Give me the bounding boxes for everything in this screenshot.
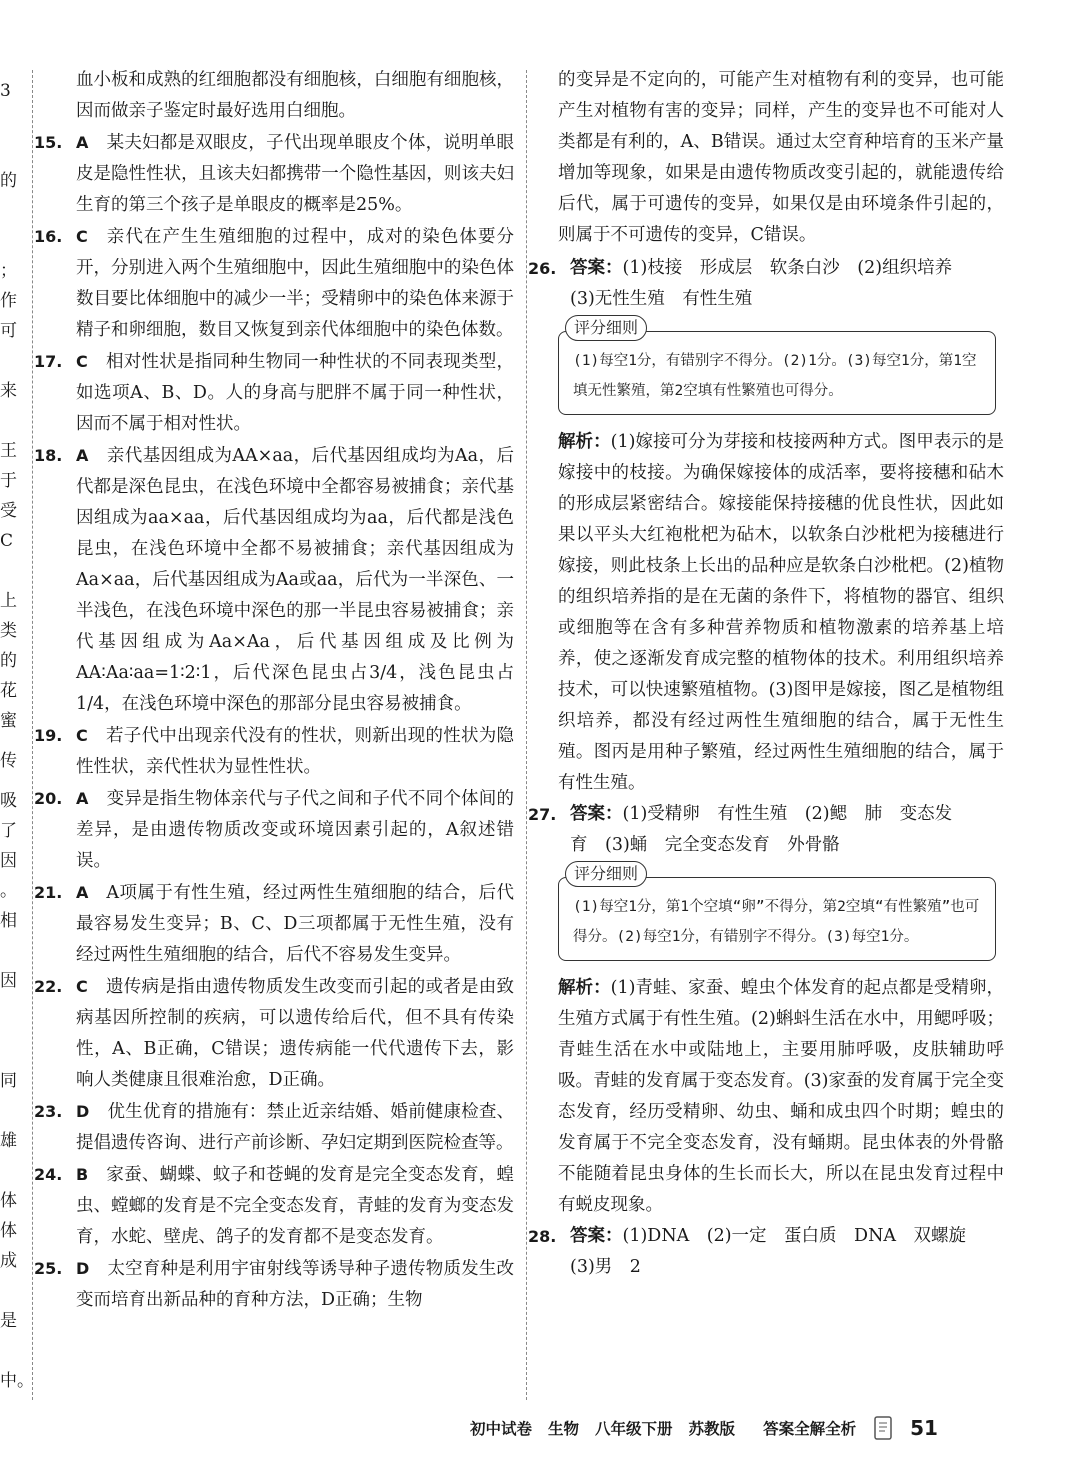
- edge-fragment: 类: [0, 621, 17, 641]
- explanation-text: 某夫妇都是双眼皮，子代出现单眼皮个体，说明单眼皮是隐性性状，且该夫妇都携带一个隐性基因，则该夫妇生育的第三个孩子是单眼皮的概率是25%。: [76, 133, 514, 215]
- edge-fragment: 吸: [0, 791, 17, 811]
- answer-item: [34, 221, 514, 346]
- analysis-26: [528, 427, 1004, 799]
- question-28: [528, 1221, 1004, 1283]
- answer-line-1: (1)受精卵 有性生殖 (2)鳃 肺 变态发: [622, 804, 953, 824]
- question-number: 17.: [34, 352, 63, 371]
- answer-item: [34, 1096, 514, 1159]
- answer-line-2: (3)男 2: [570, 1257, 641, 1277]
- question-number: 23.: [34, 1102, 63, 1121]
- edge-fragment: 上: [0, 591, 17, 611]
- edge-fragment: 3: [0, 81, 11, 101]
- answer-item: [34, 440, 514, 720]
- answer-item: [34, 346, 514, 440]
- edge-fragment: 作: [0, 291, 17, 311]
- explanation-text: A项属于有性生殖，经过两性生殖细胞的结合，后代最容易发生变异；B、C、D三项都属于无性生殖，没有经过两性生殖细胞的结合，后代不容易发生变异。: [76, 883, 514, 965]
- edge-fragment: 的: [0, 651, 17, 671]
- answer-choice: A: [76, 883, 89, 902]
- answer-list: [34, 127, 514, 1316]
- page-footer: [470, 1410, 1010, 1446]
- edge-fragment: 传: [0, 751, 17, 771]
- left-column: [34, 65, 514, 1316]
- question-number: 19.: [34, 726, 63, 745]
- answer-label: 答案：: [570, 258, 623, 278]
- answer-choice: C: [76, 977, 88, 996]
- edge-fragment: ；: [0, 261, 17, 281]
- footer-item: 初中试卷: [470, 1420, 533, 1438]
- explanation-text: 太空育种是利用宇宙射线等诱导种子遗传物质发生改变而培育出新品种的育种方法，D正确；生物: [76, 1259, 514, 1310]
- explanation-text: 家蚕、蝴蝶、蚊子和苍蝇的发育是完全变态发育，蝗虫、螳螂的发育是不完全变态发育，青蛙的发育为变态发育，水蛇、壁虎、鸽子的发育都不是变态发育。: [76, 1165, 514, 1247]
- footer-item: 生物: [548, 1420, 580, 1438]
- analysis-27: [528, 973, 1004, 1221]
- explanation-text: 若子代中出现亲代没有的性状，则新出现的性状为隐性性状，亲代性状为显性性状。: [76, 726, 514, 777]
- edge-fragment: 体: [0, 1191, 17, 1211]
- analysis-text: (1)青蛙、家蚕、蝗虫个体发育的起点都是受精卵，生殖方式属于有性生殖。(2)蝌蚪生活在水中，用鳃呼吸；青蛙生活在水中或陆地上，主要用肺呼吸，皮肤辅助呼吸。青蛙的发育属于变态发育。(3)家蚕的发育属于完全变态发育，经历受精卵、幼虫、蛹和成虫四个时期；蝗虫的发育属于不完全变态发育，没有蛹期。昆虫体表的外骨骼不能随着昆虫身体的生长而长大，所以在昆虫发育过程中有蜕皮现象。: [558, 978, 1004, 1215]
- answer-choice: A: [76, 133, 89, 152]
- question-number: 18.: [34, 446, 63, 465]
- footer-series: 答案全解全析: [763, 1420, 857, 1438]
- edge-fragment: 的: [0, 171, 17, 191]
- question-number: 21.: [34, 883, 63, 902]
- edge-fragment: 王: [0, 441, 17, 461]
- edge-fragment: 因: [0, 971, 17, 991]
- scoring-rules-tag: 评分细则: [565, 861, 647, 887]
- answer-choice: B: [76, 1165, 89, 1184]
- question-27: [528, 799, 1004, 861]
- analysis-label: 解析：: [558, 978, 611, 998]
- edge-fragment: 相: [0, 911, 17, 931]
- edge-fragment: 成: [0, 1251, 17, 1271]
- scoring-rules-tag: 评分细则: [565, 315, 647, 341]
- edge-fragment: 受: [0, 501, 17, 521]
- footer-item: 八年级下册: [595, 1420, 673, 1438]
- edge-fragment: 雄: [0, 1131, 17, 1151]
- answer-choice: A: [76, 446, 89, 465]
- answer-label: 答案：: [570, 1226, 623, 1246]
- edge-fragment: 可: [0, 321, 17, 341]
- footer-item: 苏教版: [688, 1420, 736, 1438]
- edge-fragment: 中。: [0, 1371, 34, 1391]
- edge-fragment: 同: [0, 1071, 17, 1091]
- question-number: 20.: [34, 789, 63, 808]
- continuation-paragraph: 的变异是不定向的，可能产生对植物有利的变异，也可能产生对植物有害的变异；同样，产生的变异也不可能对人类都是有利的，A、B错误。通过太空育种培育的玉米产量增加等现象，如果是由遗传物质改变引起的，就能遗传给后代，属于可遗传的变异，如果仅是由环境条件引起的，则属于不可遗传的变异，C错误。: [558, 70, 1004, 245]
- answer-line-2: 育 (3)蛹 完全变态发育 外骨骼: [570, 835, 840, 855]
- edge-fragment: 因: [0, 851, 17, 871]
- explanation-text: 变异是指生物体亲代与子代之间和子代不同个体间的差异，是由遗传物质改变或环境因素引起的，A叙述错误。: [76, 789, 514, 871]
- answer-choice: D: [76, 1102, 90, 1121]
- answer-item: [34, 720, 514, 783]
- question-number: 22.: [34, 977, 63, 996]
- answer-item: [34, 1159, 514, 1253]
- edge-divider: [32, 70, 33, 1400]
- question-number: 26.: [528, 259, 557, 278]
- analysis-label: 解析：: [558, 432, 611, 452]
- question-number: 24.: [34, 1165, 63, 1184]
- edge-fragment: 。: [0, 881, 17, 901]
- answer-item: [34, 127, 514, 221]
- explanation-text: 亲代基因组成为AA×aa，后代基因组成均为Aa，后代都是深色昆虫，在浅色环境中全都容易被捕食；亲代基因组成为aa×aa，后代基因组成均为aa，后代都是浅色昆虫，在浅色环境中全都不易被捕食；亲代基因组成为Aa×aa，后代基因组成为Aa或aa，后代为一半深色、一半浅色，在浅色环境中深色的那一半昆虫容易被捕食；亲代基因组成为Aa×Aa，后代基因组成及比例为AA∶Aa∶aa=1∶2∶1，后代深色昆虫占3/4，浅色昆虫占1/4，在浅色环境中深色的那部分昆虫容易被捕食。: [76, 446, 514, 714]
- edge-fragment: 体: [0, 1221, 17, 1241]
- intro-paragraph: 血小板和成熟的红细胞都没有细胞核，白细胞有细胞核，因而做亲子鉴定时最好选用白细胞。: [76, 70, 514, 121]
- question-26: [528, 253, 1004, 315]
- question-number: 16.: [34, 227, 63, 246]
- scoring-rules-box: [558, 318, 996, 415]
- question-number: 27.: [528, 805, 557, 824]
- page-number: 51: [910, 1416, 938, 1440]
- question-number: 25.: [34, 1259, 63, 1278]
- right-column: [528, 65, 1004, 1283]
- answer-choice: C: [76, 726, 88, 745]
- answer-item: [34, 971, 514, 1096]
- analysis-text: (1)嫁接可分为芽接和枝接两种方式。图甲表示的是嫁接中的枝接。为确保嫁接体的成活率，要将接穗和砧木的形成层紧密结合。嫁接能保持接穗的优良性状，因此如果以平头大红袍枇杷为砧木，以软条白沙枇杷为接穗进行嫁接，则此枝条上长出的品种应是软条白沙枇杷。(2)植物的组织培养指的是在无菌的条件下，将植物的器官、组织或细胞等在含有多种营养物质和植物激素的培养基上培养，使之逐渐发育成完整的植物体的技术。利用组织培养技术，可以快速繁殖植物。(3)图甲是嫁接，图乙是植物组织培养，都没有经过两性生殖细胞的结合，属于无性生殖。图丙是用种子繁殖，经过两性生殖细胞的结合，属于有性生殖。: [558, 432, 1004, 793]
- explanation-text: 遗传病是指由遗传物质发生改变而引起的或者是由致病基因所控制的疾病，可以遗传给后代，但不具有传染性，A、B正确，C错误；遗传病能一代代遗传下去，影响人类健康且很难治愈，D正确。: [76, 977, 514, 1090]
- edge-fragment: 是: [0, 1311, 17, 1331]
- question-number: 15.: [34, 133, 63, 152]
- edge-fragment: 了: [0, 821, 17, 841]
- scoring-rules-box: [558, 864, 996, 961]
- answer-choice: A: [76, 789, 89, 808]
- explanation-text: 优生优育的措施有：禁止近亲结婚、婚前健康检查、提倡遗传咨询、进行产前诊断、孕妇定期到医院检查等。: [76, 1102, 514, 1153]
- explanation-text: 亲代在产生生殖细胞的过程中，成对的染色体要分开，分别进入两个生殖细胞中，因此生殖细胞中的染色体数目要比体细胞中的减少一半；受精卵中的染色体来源于精子和卵细胞，数目又恢复到亲代体细胞中的染色体数。: [76, 227, 514, 340]
- edge-fragment: 蜜: [0, 711, 17, 731]
- answer-choice: C: [76, 227, 88, 246]
- answer-item: [34, 877, 514, 971]
- book-icon: [872, 1414, 896, 1442]
- edge-fragment: 来: [0, 381, 17, 401]
- question-number: 28.: [528, 1227, 557, 1246]
- answer-line-2: (3)无性生殖 有性生殖: [570, 289, 753, 309]
- column-divider: [526, 70, 527, 1400]
- answer-choice: D: [76, 1259, 90, 1278]
- answer-item: [34, 783, 514, 877]
- edge-fragment: 花: [0, 681, 17, 701]
- scoring-rules-text: (1)每空1分，有错别字不得分。(2)1分。(3)每空1分，第1空填无性繁殖，第2空填有性繁殖也可得分。: [573, 353, 977, 399]
- edge-fragment: 于: [0, 471, 17, 491]
- answer-line-1: (1)枝接 形成层 软条白沙 (2)组织培养: [622, 258, 953, 278]
- answer-choice: C: [76, 352, 88, 371]
- explanation-text: 相对性状是指同种生物同一种性状的不同表现类型，如选项A、B、D。人的身高与肥胖不属于同一种性状，因而不属于相对性状。: [76, 352, 514, 434]
- scoring-rules-text: (1)每空1分，第1个空填“卵”不得分，第2空填“有性繁殖”也可得分。(2)每空1分，有错别字不得分。(3)每空1分。: [573, 899, 980, 945]
- answer-line-1: (1)DNA (2)一定 蛋白质 DNA 双螺旋: [622, 1226, 967, 1246]
- answer-item: [34, 1253, 514, 1316]
- edge-fragment: C: [0, 531, 14, 551]
- answer-label: 答案：: [570, 804, 623, 824]
